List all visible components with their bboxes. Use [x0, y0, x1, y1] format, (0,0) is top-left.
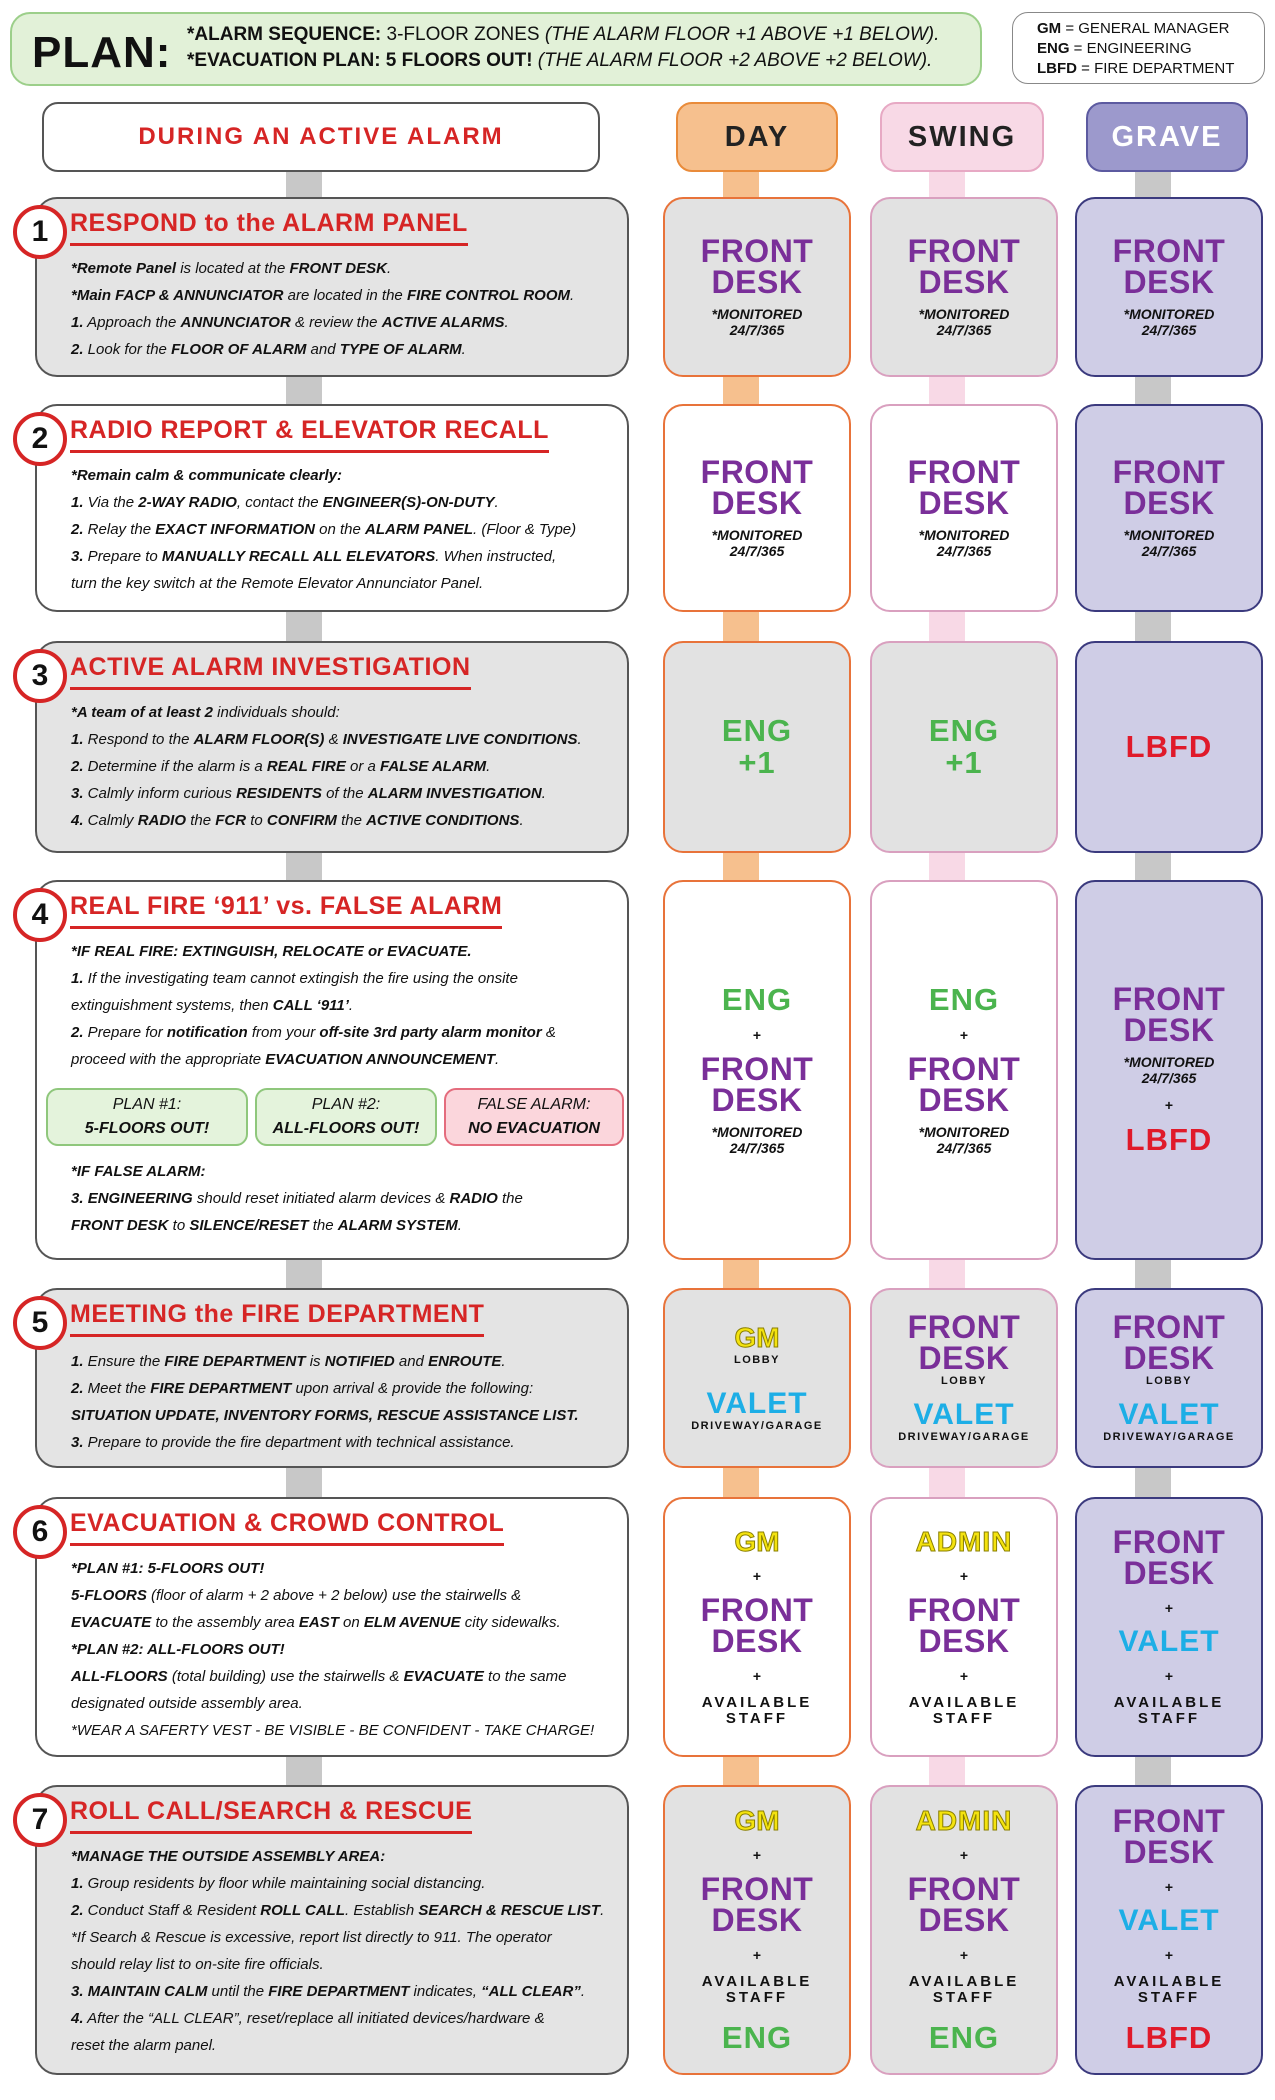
monitored-note: *MONITORED 24/7/365: [918, 306, 1010, 338]
evacuation-plan-line: *EVACUATION PLAN: 5 FLOORS OUT! (THE ALARM FLOOR +2 ABOVE +2 BELOW).: [187, 50, 933, 71]
front-desk-label: FRONT DESK: [700, 454, 814, 521]
front-desk-label: FRONT DESK: [1112, 454, 1226, 521]
instruction-line: *PLAN #1: 5-FLOORS OUT!: [71, 1560, 265, 1577]
front-desk-label: FRONT DESK: [907, 454, 1021, 521]
step-3-box: [31, 641, 629, 853]
day-column-connector: [723, 612, 759, 641]
instruction-line: 1. Ensure the FIRE DEPARTMENT is NOTIFIED and ENROUTE.: [71, 1353, 506, 1370]
valet-label: VALET: [1118, 1625, 1220, 1658]
grave-column-connector: [1135, 377, 1171, 404]
grave-step-3-card: [1075, 641, 1263, 853]
front-desk-label: FRONT DESK: [1112, 1524, 1226, 1591]
plus-sign: +: [1164, 1600, 1174, 1616]
instruction-line: 3. Prepare to MANUALLY RECALL ALL ELEVATORS. When instructed,: [71, 548, 557, 565]
available-staff-label: AVAILABLE STAFF: [908, 1694, 1020, 1727]
instruction-line: 2. Determine if the alarm is a REAL FIRE or a FALSE ALARM.: [71, 758, 491, 775]
day-shift-header: DAY: [676, 102, 838, 172]
instruction-line: 5-FLOORS (floor of alarm + 2 above + 2 below) use the stairwells &: [71, 1587, 522, 1604]
day-column-connector: [723, 172, 759, 197]
step-title: RESPOND to the ALARM PANEL: [70, 209, 468, 246]
plus-sign: +: [959, 1668, 969, 1684]
alarm-column-connector: [286, 1468, 322, 1497]
instruction-line: *Remain calm & communicate clearly:: [71, 467, 342, 484]
lobby-location: LOBBY: [1146, 1375, 1192, 1387]
instruction-line: reset the alarm panel.: [71, 2037, 217, 2054]
gm-label: GM: [734, 1805, 780, 1836]
available-staff-label: AVAILABLE STAFF: [701, 1694, 813, 1727]
step-title: REAL FIRE ‘911’ vs. FALSE ALARM: [70, 892, 502, 929]
abbreviation-legend: [1012, 12, 1265, 84]
day-step-2-card: [663, 404, 851, 612]
step-number: 1: [13, 205, 67, 259]
false-alarm-instructions: [71, 1158, 617, 1239]
swing-column-connector: [929, 853, 965, 880]
step-7-box: [31, 1785, 629, 2075]
swing-shift-header: SWING: [880, 102, 1044, 172]
monitored-note: *MONITORED 24/7/365: [918, 1124, 1010, 1156]
step-title: EVACUATION & CROWD CONTROL: [70, 1509, 504, 1546]
plan-1-card: PLAN #1: 5-FLOORS OUT!: [46, 1088, 248, 1146]
front-desk-label: FRONT DESK: [700, 1051, 814, 1118]
plan-2-card: PLAN #2: ALL-FLOORS OUT!: [255, 1088, 437, 1146]
instruction-line: SITUATION UPDATE, INVENTORY FORMS, RESCUE ASSISTANCE LIST.: [71, 1407, 579, 1424]
instruction-line: *Main FACP & ANNUNCIATOR are located in the FIRE CONTROL ROOM.: [71, 287, 575, 304]
instruction-line: *Remote Panel is located at the FRONT DESK.: [71, 260, 392, 277]
legend-gm: GM = GENERAL MANAGER: [1037, 20, 1230, 37]
plan-heading: PLAN:: [32, 28, 172, 77]
grave-column-connector: [1135, 853, 1171, 880]
front-desk-label: FRONT DESK: [907, 1051, 1021, 1118]
swing-step-7-card: [870, 1785, 1058, 2075]
plus-sign: +: [959, 1847, 969, 1863]
step-5-box: [31, 1288, 629, 1468]
front-desk-label: FRONT DESK: [700, 1871, 814, 1938]
day-column-connector: [723, 377, 759, 404]
step-title: ROLL CALL/SEARCH & RESCUE: [70, 1797, 472, 1834]
instruction-line: *A team of at least 2 individuals should:: [71, 704, 340, 721]
day-column-connector: [723, 1468, 759, 1497]
instruction-line: 3. Prepare to provide the fire department with technical assistance.: [71, 1434, 515, 1451]
instruction-line: should relay list to on-site fire officials.: [71, 1956, 324, 1973]
step-4-box: [31, 880, 629, 1260]
instruction-line: 2. Look for the FLOOR OF ALARM and TYPE OF ALARM.: [71, 341, 466, 358]
swing-step-5-card: [870, 1288, 1058, 1468]
monitored-note: *MONITORED 24/7/365: [1123, 527, 1215, 559]
step-instructions: [71, 1555, 617, 1744]
step-title: MEETING the FIRE DEPARTMENT: [70, 1300, 484, 1337]
step-instructions: [71, 462, 617, 597]
monitored-note: *MONITORED 24/7/365: [1123, 306, 1215, 338]
day-step-4-card: [663, 880, 851, 1260]
front-desk-label: FRONT DESK: [1112, 233, 1226, 300]
swing-column-connector: [929, 1468, 965, 1497]
instruction-line: *WEAR A SAFERTY VEST - BE VISIBLE - BE CONFIDENT - TAKE CHARGE!: [71, 1722, 595, 1739]
grave-column-connector: [1135, 172, 1171, 197]
valet-label: VALET: [1118, 1904, 1220, 1937]
grave-step-6-card: [1075, 1497, 1263, 1757]
grave-column-connector: [1135, 1757, 1171, 1785]
monitored-note: *MONITORED 24/7/365: [918, 527, 1010, 559]
plus-sign: +: [1164, 1097, 1174, 1113]
instruction-line: turn the key switch at the Remote Elevator Annunciator Panel.: [71, 575, 484, 592]
grave-step-2-card: [1075, 404, 1263, 612]
plus-sign: +: [752, 1947, 762, 1963]
instruction-line: EVACUATE to the assembly area EAST on ELM AVENUE city sidewalks.: [71, 1614, 561, 1631]
alarm-column-connector: [286, 1260, 322, 1288]
instruction-line: *MANAGE THE OUTSIDE ASSEMBLY AREA:: [71, 1848, 386, 1865]
plus-sign: +: [752, 1568, 762, 1584]
instruction-line: 3. ENGINEERING should reset initiated alarm devices & RADIO the: [71, 1190, 523, 1207]
lbfd-label: LBFD: [1125, 2020, 1213, 2055]
step-2-box: [31, 404, 629, 612]
day-column-connector: [723, 1260, 759, 1288]
swing-column-connector: [929, 377, 965, 404]
valet-label: VALET: [913, 1398, 1015, 1431]
instruction-line: FRONT DESK to SILENCE/RESET the ALARM SYSTEM.: [71, 1217, 462, 1234]
front-desk-label: FRONT DESK: [1112, 981, 1226, 1048]
driveway-location: DRIVEWAY/GARAGE: [898, 1431, 1030, 1443]
legend-eng: ENG = ENGINEERING: [1037, 40, 1192, 57]
step-instructions: [71, 255, 617, 363]
instruction-line: 3. MAINTAIN CALM until the FIRE DEPARTMENT indicates, “ALL CLEAR”.: [71, 1983, 586, 2000]
front-desk-label: FRONT DESK: [907, 1871, 1021, 1938]
legend-lbfd: LBFD = FIRE DEPARTMENT: [1037, 60, 1235, 77]
swing-column-connector: [929, 1757, 965, 1785]
valet-label: VALET: [706, 1387, 808, 1420]
step-instructions: [71, 1843, 617, 2059]
instruction-line: 1. Via the 2-WAY RADIO, contact the ENGINEER(S)-ON-DUTY.: [71, 494, 499, 511]
step-number: 4: [13, 888, 67, 942]
driveway-location: DRIVEWAY/GARAGE: [1103, 1431, 1235, 1443]
instruction-line: 3. Calmly inform curious RESIDENTS of the ALARM INVESTIGATION.: [71, 785, 546, 802]
swing-step-6-card: [870, 1497, 1058, 1757]
monitored-note: *MONITORED 24/7/365: [1123, 1054, 1215, 1086]
alarm-column-connector: [286, 853, 322, 880]
active-alarm-column-header: DURING AN ACTIVE ALARM: [42, 102, 600, 172]
alarm-column-connector: [286, 1757, 322, 1785]
front-desk-label: FRONT DESK: [1112, 1803, 1226, 1870]
grave-shift-header: GRAVE: [1086, 102, 1248, 172]
day-column-connector: [723, 853, 759, 880]
gm-label: GM: [734, 1322, 780, 1353]
front-desk-label: FRONT DESK: [1112, 1309, 1226, 1376]
plus-sign: +: [959, 1027, 969, 1043]
alarm-sequence-line: *ALARM SEQUENCE: 3-FLOOR ZONES (THE ALARM FLOOR +1 ABOVE +1 BELOW).: [187, 24, 940, 45]
available-staff-label: AVAILABLE STAFF: [908, 1973, 1020, 2006]
step-6-box: [31, 1497, 629, 1757]
eng-label: ENG: [721, 982, 793, 1017]
swing-step-1-card: [870, 197, 1058, 377]
lobby-location: LOBBY: [734, 1354, 780, 1366]
grave-column-connector: [1135, 1260, 1171, 1288]
swing-step-3-card: [870, 641, 1058, 853]
instruction-line: 4. Calmly RADIO the FCR to CONFIRM the ACTIVE CONDITIONS.: [71, 812, 524, 829]
grave-step-5-card: [1075, 1288, 1263, 1468]
front-desk-label: FRONT DESK: [907, 1309, 1021, 1376]
step-number: 7: [13, 1793, 67, 1847]
instruction-line: 4. After the “ALL CLEAR”, reset/replace all initiated devices/hardware &: [71, 2010, 545, 2027]
instruction-line: 2. Prepare for notification from your off-site 3rd party alarm monitor &: [71, 1024, 556, 1041]
alarm-column-connector: [286, 612, 322, 641]
available-staff-label: AVAILABLE STAFF: [701, 1973, 813, 2006]
front-desk-label: FRONT DESK: [700, 1592, 814, 1659]
monitored-note: *MONITORED 24/7/365: [711, 306, 803, 338]
swing-step-2-card: [870, 404, 1058, 612]
swing-column-connector: [929, 612, 965, 641]
monitored-note: *MONITORED 24/7/365: [711, 527, 803, 559]
alarm-column-connector: [286, 377, 322, 404]
instruction-line: 1. Approach the ANNUNCIATOR & review the ACTIVE ALARMS.: [71, 314, 509, 331]
driveway-location: DRIVEWAY/GARAGE: [691, 1420, 823, 1432]
false-alarm-card: FALSE ALARM: NO EVACUATION: [444, 1088, 624, 1146]
instruction-line: designated outside assembly area.: [71, 1695, 303, 1712]
lbfd-label: LBFD: [1125, 729, 1213, 764]
instruction-line: *IF FALSE ALARM:: [71, 1163, 206, 1180]
eng-label: ENG: [928, 2020, 1000, 2055]
step-instructions: [71, 699, 617, 834]
instruction-line: *PLAN #2: ALL-FLOORS OUT!: [71, 1641, 285, 1658]
front-desk-label: FRONT DESK: [907, 233, 1021, 300]
swing-column-connector: [929, 1260, 965, 1288]
step-title: RADIO REPORT & ELEVATOR RECALL: [70, 416, 549, 453]
step-title: ACTIVE ALARM INVESTIGATION: [70, 653, 471, 690]
eng-plus-one-label: ENG +1: [928, 713, 1000, 780]
plus-sign: +: [959, 1568, 969, 1584]
plan-summary-box: [10, 12, 982, 86]
available-staff-label: AVAILABLE STAFF: [1113, 1694, 1225, 1727]
step-number: 5: [13, 1296, 67, 1350]
valet-label: VALET: [1118, 1398, 1220, 1431]
step-number: 2: [13, 412, 67, 466]
plus-sign: +: [1164, 1668, 1174, 1684]
eng-label: ENG: [928, 982, 1000, 1017]
day-step-7-card: [663, 1785, 851, 2075]
day-step-6-card: [663, 1497, 851, 1757]
gm-label: GM: [734, 1526, 780, 1557]
step-instructions: [71, 1348, 617, 1456]
instruction-line: proceed with the appropriate EVACUATION ANNOUNCEMENT.: [71, 1051, 500, 1068]
step-number: 3: [13, 649, 67, 703]
admin-label: ADMIN: [915, 1805, 1013, 1836]
instruction-line: *IF REAL FIRE: EXTINGUISH, RELOCATE or EVACUATE.: [71, 943, 472, 960]
plus-sign: +: [752, 1027, 762, 1043]
instruction-line: 1. Group residents by floor while maintaining social distancing.: [71, 1875, 486, 1892]
instruction-line: 2. Conduct Staff & Resident ROLL CALL. Establish SEARCH & RESCUE LIST.: [71, 1902, 605, 1919]
step-1-box: [31, 197, 629, 377]
available-staff-label: AVAILABLE STAFF: [1113, 1973, 1225, 2006]
swing-column-connector: [929, 172, 965, 197]
lobby-location: LOBBY: [941, 1375, 987, 1387]
eng-label: ENG: [721, 2020, 793, 2055]
instruction-line: ALL-FLOORS (total building) use the stairwells & EVACUATE to the same: [71, 1668, 567, 1685]
instruction-line: 2. Meet the FIRE DEPARTMENT upon arrival & provide the following:: [71, 1380, 534, 1397]
instruction-line: 1. If the investigating team cannot extingish the fire using the onsite: [71, 970, 518, 987]
instruction-line: 1. Respond to the ALARM FLOOR(S) & INVESTIGATE LIVE CONDITIONS.: [71, 731, 582, 748]
day-column-connector: [723, 1757, 759, 1785]
plus-sign: +: [959, 1947, 969, 1963]
plus-sign: +: [1164, 1879, 1174, 1895]
day-step-1-card: [663, 197, 851, 377]
plus-sign: +: [1164, 1947, 1174, 1963]
plus-sign: +: [752, 1847, 762, 1863]
instruction-line: *If Search & Rescue is excessive, report list directly to 911. The operator: [71, 1929, 552, 1946]
day-step-5-card: [663, 1288, 851, 1468]
grave-column-connector: [1135, 612, 1171, 641]
grave-column-connector: [1135, 1468, 1171, 1497]
front-desk-label: FRONT DESK: [907, 1592, 1021, 1659]
lbfd-label: LBFD: [1125, 1122, 1213, 1157]
eng-plus-one-label: ENG +1: [721, 713, 793, 780]
instruction-line: extinguishment systems, then CALL ‘911’.: [71, 997, 354, 1014]
front-desk-label: FRONT DESK: [700, 233, 814, 300]
instruction-line: 2. Relay the EXACT INFORMATION on the ALARM PANEL. (Floor & Type): [71, 521, 577, 538]
step-number: 6: [13, 1505, 67, 1559]
plus-sign: +: [752, 1668, 762, 1684]
day-step-3-card: [663, 641, 851, 853]
step-instructions: [71, 938, 617, 1073]
grave-step-7-card: [1075, 1785, 1263, 2075]
alarm-column-connector: [286, 172, 322, 197]
swing-step-4-card: [870, 880, 1058, 1260]
admin-label: ADMIN: [915, 1526, 1013, 1557]
grave-step-4-card: [1075, 880, 1263, 1260]
monitored-note: *MONITORED 24/7/365: [711, 1124, 803, 1156]
grave-step-1-card: [1075, 197, 1263, 377]
